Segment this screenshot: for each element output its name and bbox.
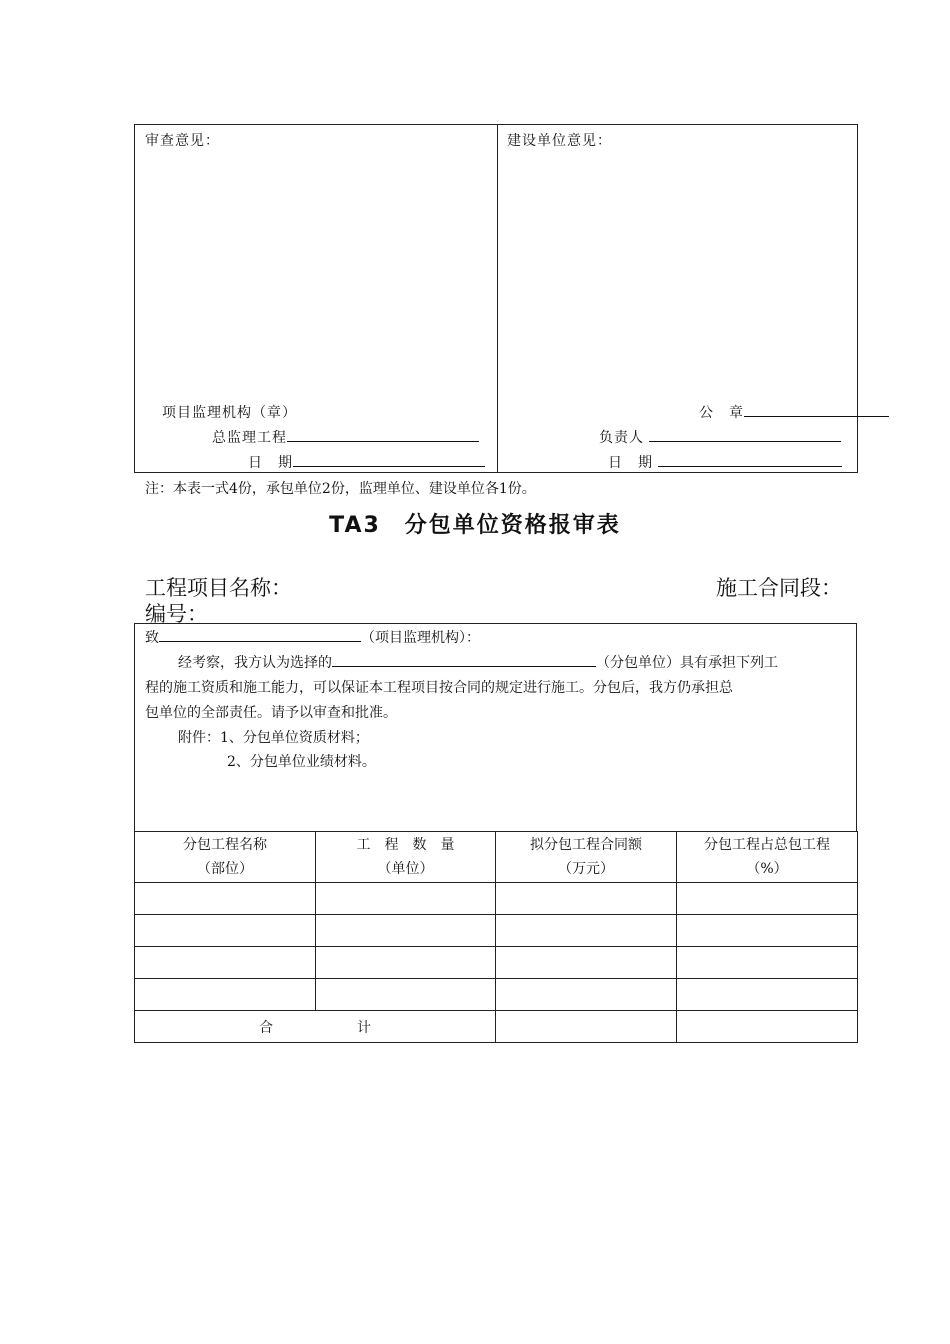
- addressee-prefix: 致: [145, 630, 159, 646]
- table-cell[interactable]: [677, 915, 858, 947]
- table-header-row: [135, 832, 858, 883]
- statement-line-3: 包单位的全部责任。请予以审查和批准。: [145, 705, 397, 721]
- table-cell[interactable]: [316, 883, 496, 915]
- header-percentage: 分包工程占总包工程 （%）: [677, 832, 858, 883]
- table-row: [135, 979, 858, 1011]
- left-date-label: 日 期: [248, 455, 293, 471]
- attachment-2: 2、分包单位业绩材料。: [227, 754, 376, 770]
- table-cell[interactable]: [135, 883, 316, 915]
- table-cell[interactable]: [135, 947, 316, 979]
- application-form: [134, 623, 857, 832]
- supervision-org-input-line[interactable]: [159, 641, 361, 642]
- statement-prefix: 经考察，我方认为选择的: [178, 655, 332, 671]
- header-work-name: 分包工程名称 （部位）: [135, 832, 316, 883]
- statement-suffix: （分包单位）具有承担下列工: [596, 655, 778, 671]
- person-in-charge-label: 负责人: [599, 430, 644, 446]
- copies-note: 注：本表一式4份，承包单位2份，监理单位、建设单位各1份。: [145, 481, 536, 497]
- right-date-label: 日 期: [608, 455, 653, 471]
- total-percentage-cell[interactable]: [677, 1011, 858, 1043]
- person-in-charge-row: [599, 427, 841, 447]
- project-name-label: 工程项目名称：: [145, 576, 292, 600]
- subcontractor-input-line[interactable]: [332, 666, 596, 667]
- table-cell[interactable]: [677, 883, 858, 915]
- table-cell[interactable]: [496, 947, 677, 979]
- number-label: 编号：: [145, 602, 208, 626]
- table-cell[interactable]: [316, 915, 496, 947]
- chief-engineer-row: [212, 427, 479, 447]
- subcontract-table: [134, 831, 858, 1043]
- table-cell[interactable]: [135, 915, 316, 947]
- table-total-row: [135, 1011, 858, 1043]
- table-cell[interactable]: [316, 979, 496, 1011]
- header-quantity: 工 程 数 量 （单位）: [316, 832, 496, 883]
- review-divider: [497, 125, 498, 472]
- chief-engineer-signature-line[interactable]: [287, 441, 479, 442]
- review-opinion-table: [134, 124, 858, 473]
- statement-line-1: [178, 651, 778, 676]
- table-cell[interactable]: [496, 883, 677, 915]
- owner-opinion-title: 建设单位意见：: [507, 133, 612, 149]
- table-row: [135, 883, 858, 915]
- chief-engineer-label: 总监理工程: [212, 430, 287, 446]
- statement-line-2: 程的施工资质和施工能力，可以保证本工程项目按合同的规定进行施工。分包后，我方仍承担总: [145, 680, 733, 696]
- seal-row: [699, 402, 889, 422]
- supervision-org-label: 项目监理机构（章）: [162, 405, 297, 421]
- page-title: TA3 分包单位资格报审表: [329, 513, 621, 538]
- total-amount-cell[interactable]: [496, 1011, 677, 1043]
- addressee-suffix: （项目监理机构）：: [361, 630, 480, 646]
- table-row: [135, 915, 858, 947]
- table-cell[interactable]: [496, 979, 677, 1011]
- attachment-1: 附件：1、分包单位资质材料；: [178, 730, 369, 746]
- table-cell[interactable]: [135, 979, 316, 1011]
- header-contract-amount: 拟分包工程合同额 （万元）: [496, 832, 677, 883]
- seal-line[interactable]: [744, 416, 889, 417]
- review-opinion-title: 审查意见：: [145, 133, 220, 149]
- table-cell[interactable]: [496, 915, 677, 947]
- table-row: [135, 947, 858, 979]
- total-label: 合 计: [135, 1011, 496, 1043]
- person-in-charge-line[interactable]: [649, 441, 841, 442]
- seal-label: 公 章: [699, 405, 744, 421]
- left-date-row: [248, 452, 485, 472]
- right-date-line[interactable]: [658, 466, 842, 467]
- contract-section-label: 施工合同段：: [716, 576, 842, 600]
- table-cell[interactable]: [316, 947, 496, 979]
- right-date-row: [608, 452, 842, 472]
- left-date-line[interactable]: [293, 466, 485, 467]
- table-cell[interactable]: [677, 979, 858, 1011]
- addressee-row: [145, 626, 480, 651]
- table-cell[interactable]: [677, 947, 858, 979]
